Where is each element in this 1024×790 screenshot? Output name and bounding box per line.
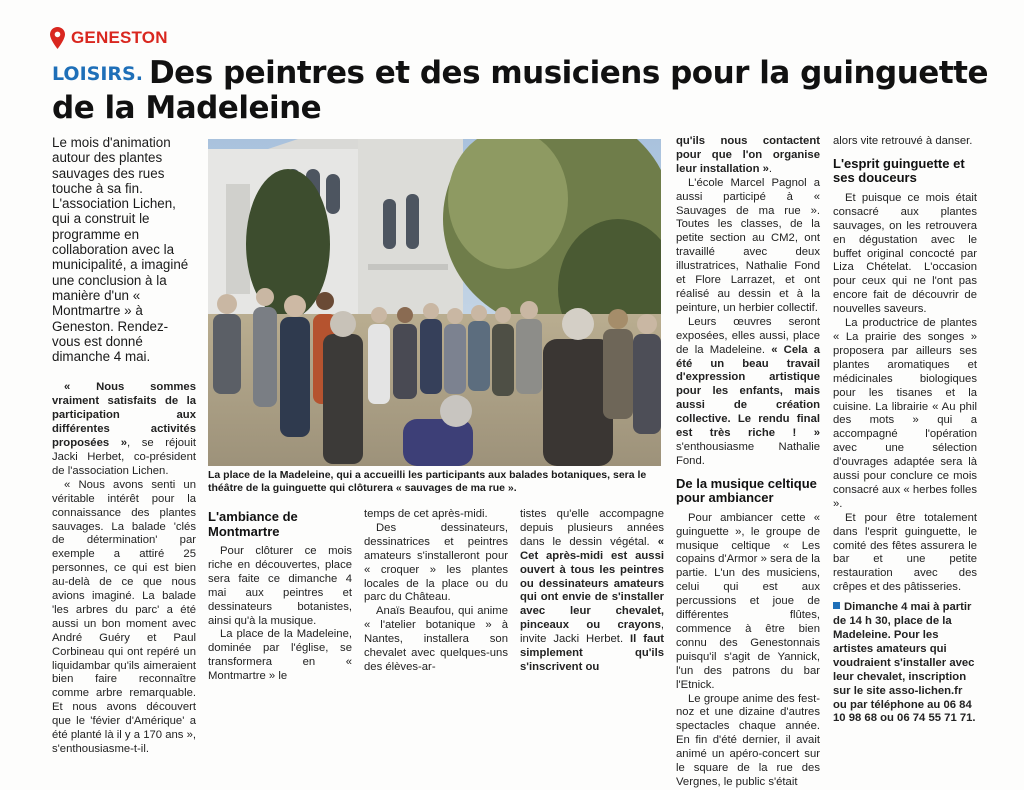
quote: « Cela a été un beau travail d'expression artistique pour les enfants, mais aussi de création collective. Le rendu final est très riche ! »	[676, 343, 820, 440]
location-pin-icon	[50, 27, 65, 49]
paragraph: La place de la Madeleine, dominée par l'église, se transformera en « Montmartre » le	[208, 628, 352, 683]
article-photo	[208, 139, 661, 466]
paragraph	[52, 381, 196, 478]
quote: « Cet après-midi est aussi ouvert à tous les peintres ou dessinateurs amateurs qui ont envie de s'installer avec leur chevalet, pinceaux ou crayons	[520, 535, 664, 632]
article-column-3	[364, 508, 508, 675]
paragraph	[676, 135, 820, 177]
article-column-4	[520, 508, 664, 675]
section-heading: De la musique celtique pour ambiancer	[676, 475, 817, 506]
paragraph: « Nous avons senti un véritable intérêt pour la connaissance des plantes sauvages. La balade 'clés de détermination' par exemple a attiré 25 personnes, ce qui est bien au-delà de ce que nous avions imaginé. La balade 'les arbres du parc' a été aussi un bon moment avec André Guéry et Paul Corbineau qui ont repéré un liquidambar qu'ils aimeraient bien faire reconnaître comme arbre remarquable. Et nous avons découvert que le 'févier d'Amérique' a été planté là il y a 170 ans », s'enthousiasme-t-il.	[52, 478, 196, 756]
headline	[52, 56, 1002, 125]
paragraph	[520, 508, 664, 675]
town-header	[50, 26, 168, 50]
paragraph-text: , se réjouit Jacki Herbet, co-président de l'association Lichen.	[52, 437, 196, 477]
article-column-5	[676, 135, 820, 790]
paragraph: Pour ambiancer cette « guinguette », le groupe de musique celtique « Les copains d'Armor » sera de la partie. L'un des musiciens, celui qui est aux percussions et joue de différentes flûtes, commence à être bien connu des Genestonnais puisqu'il s'agit de Yannick, l'un des patrons du bar l'Etnick.	[676, 511, 820, 691]
paragraph: Le groupe anime des fest-noz et une dizaine d'autres spectacles chaque année. En fin d'été dernier, il avait animé un apéro-concert sur le square de la rue des Vergnes, le public s'était	[676, 692, 820, 788]
article-column-6	[833, 135, 977, 726]
photo-illustration	[208, 139, 661, 466]
article-column-1	[52, 135, 196, 757]
paragraph: Des dessinateurs, dessinatrices et peintres amateurs s'installeront pour « croquer » les plantes locales de la place ou du parc du Château.	[364, 521, 508, 604]
paragraph: Anaïs Beaufou, qui anime « l'atelier botanique » à Nantes, installera son chevalet avec quelques-uns des élèves-ar-	[364, 605, 508, 673]
paragraph: alors vite retrouvé à danser.	[833, 135, 973, 147]
quote: qu'ils nous contactent pour que l'on organise leur installation »	[676, 135, 820, 175]
town-name: GENESTON	[71, 28, 168, 47]
paragraph-text: , invite Jacki Herbet.	[520, 619, 664, 646]
bullet-square-icon	[833, 602, 840, 609]
paragraph: La productrice de plantes « La prairie des songes » proposera par ailleurs ses plantes aromatiques et médicinales biologiques pour les tisanes et la cuisine. La librairie « Au phil des mots » qui a accompagné l'opération avec une sélection d'ouvrages adaptée sera là aussi pour conclure ce mois consacré aux « herbes folles ».	[833, 317, 977, 510]
paragraph: Et puisque ce mois était consacré aux plantes sauvages, on les retrouvera en dégustation avec le buffet original concocté par Liza Chételat. L'occasion pour ceux qui ne l'ont pas encore fait de découvrir de nouvelles saveurs.	[833, 191, 977, 316]
quote: Il faut simplement qu'ils s'inscrivent ou	[520, 633, 664, 673]
headline-title: Des peintres et des musiciens pour la guinguette de la Madeleine	[52, 55, 988, 126]
paragraph: Et pour être totalement dans l'esprit guinguette, le comité des fêtes assurera le bar et une petite restauration avec des crêpes et des pâtisseries.	[833, 511, 977, 594]
paragraph-text: tistes qu'elle accompagne depuis plusieurs années dans le dessin végétal.	[520, 508, 664, 548]
paragraph: Pour clôturer ce mois riche en découvertes, place sera faite ce dimanche 4 mai aux peintres et dessinateurs botanistes, ainsi qu'à la musique.	[208, 545, 352, 627]
article-column-2	[208, 504, 352, 684]
quote: « Nous sommes vraiment satisfaits de la participation aux différentes activités proposées »	[52, 381, 196, 450]
event-info-text: Dimanche 4 mai à partir de 14 h 30, place de la Madeleine. Pour les artistes amateurs qui voudraient s'installer avec leur chevalet, inscription sur le site asso-lichen.fr ou par téléphone au 06 84 10 98 68 ou 06 74 55 71 71.	[833, 601, 976, 725]
lead-paragraph: Le mois d'animation autour des plantes sauvages des rues touche à sa fin. L'association Lichen, qui a construit le programme en collaboration avec la municipalité, a imaginé une conclusion à la manière d'un « Montmartre » à Geneston. Rendez-vous est donné dimanche 4 mai.	[52, 135, 189, 365]
paragraph	[676, 316, 820, 469]
paragraph: temps de cet après-midi.	[364, 508, 488, 520]
paragraph: L'école Marcel Pagnol a aussi participé à « Sauvages de ma rue ». Toutes les classes, de la petite section au CM2, ont travaillé avec deux illustratrices, Nathalie Fond et Flore Larrazet, et ont réalisé au dessin et à la peinture, un herbier collectif.	[676, 176, 820, 314]
headline-kicker: LOISIRS.	[52, 63, 143, 85]
photo-caption: La place de la Madeleine, qui a accueilli les participants aux balades botaniques, sera le théâtre de la guinguette qui clôturera « sauvages de ma rue ».	[208, 469, 647, 494]
section-heading: L'ambiance de Montmartre	[208, 509, 298, 539]
paragraph-text: Leurs œuvres seront exposées, elles aussi, place de la Madeleine.	[676, 315, 820, 356]
paragraph-text: s'enthousiasme Nathalie Fond.	[676, 440, 820, 467]
section-heading: L'esprit guinguette et ses douceurs	[833, 155, 965, 186]
event-info	[833, 601, 977, 726]
paragraph-text: .	[768, 162, 773, 175]
